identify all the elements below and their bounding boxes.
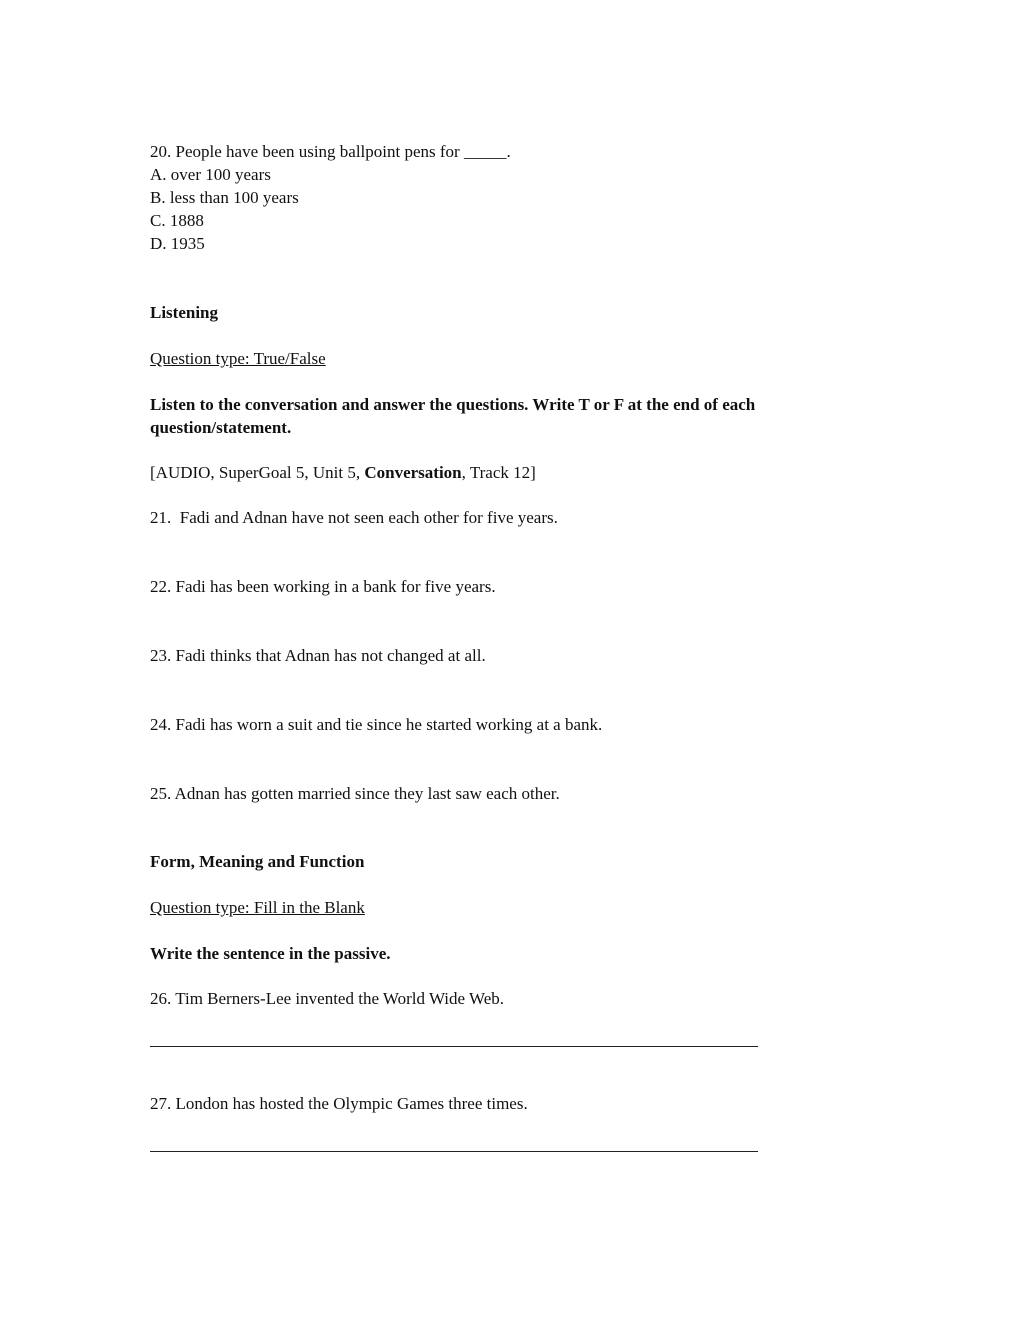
answer-blank-line-26: [150, 1046, 758, 1047]
question-type-fill-in-the-blank: Question type: Fill in the Blank: [150, 898, 365, 917]
question-20-stem: 20. People have been using ballpoint pens for _____.: [150, 142, 511, 161]
question-22: 22. Fadi has been working in a bank for five years.: [150, 577, 496, 596]
question-23: 23. Fadi thinks that Adnan has not changed at all.: [150, 646, 486, 665]
question-27: 27. London has hosted the Olympic Games three times.: [150, 1094, 528, 1113]
question-24: 24. Fadi has worn a suit and tie since he started working at a bank.: [150, 715, 603, 734]
audio-reference-bold: Conversation: [364, 463, 462, 482]
audio-reference: [150, 461, 872, 484]
question-20-block: [150, 140, 872, 255]
question-20-option-d: D. 1935: [150, 234, 205, 253]
question-20-option-b: B. less than 100 years: [150, 188, 299, 207]
question-20-option-c: C. 1888: [150, 211, 204, 230]
section-heading-listening: Listening: [150, 303, 219, 322]
question-21: 21. Fadi and Adnan have not seen each other for five years.: [150, 508, 558, 527]
audio-reference-suffix: , Track 12]: [461, 463, 536, 482]
question-25: 25. Adnan has gotten married since they last saw each other.: [150, 784, 560, 803]
question-type-true-false: Question type: True/False: [150, 349, 326, 368]
listening-instructions: Listen to the conversation and answer the questions. Write T or F at the end of each question/statement.: [150, 395, 756, 437]
document-content: [150, 140, 872, 1197]
answer-blank-line-27: [150, 1151, 758, 1152]
audio-reference-prefix: [AUDIO, SuperGoal 5, Unit 5,: [150, 463, 365, 482]
section-heading-form-meaning-function: Form, Meaning and Function: [150, 852, 365, 871]
question-26: 26. Tim Berners-Lee invented the World Wide Web.: [150, 989, 504, 1008]
passive-instructions: Write the sentence in the passive.: [150, 944, 391, 963]
question-20-option-a: A. over 100 years: [150, 165, 271, 184]
